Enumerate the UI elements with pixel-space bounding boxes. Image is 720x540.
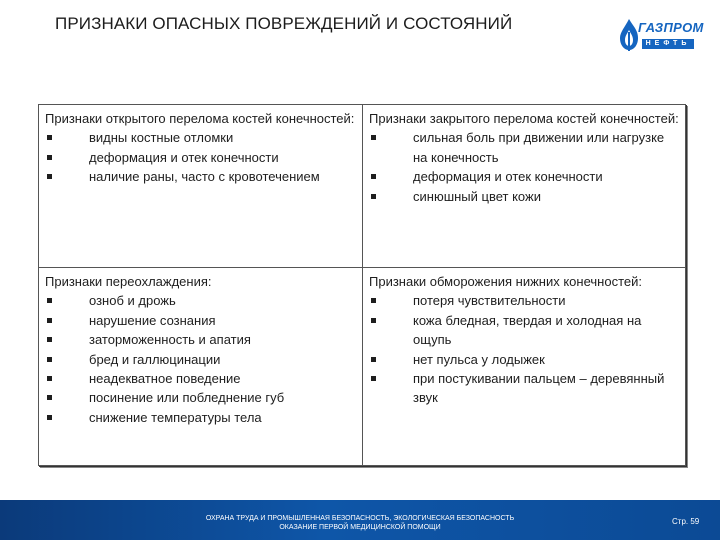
list-item: кожа бледная, твердая и холодная на ощупь (369, 311, 681, 350)
signs-table (38, 104, 686, 466)
list-item: при постукивании пальцем – деревянный звук (369, 369, 681, 408)
bullet-icon (47, 337, 52, 342)
list-item: потеря чувствительности (369, 291, 681, 310)
bullet-icon (47, 376, 52, 381)
bullet-icon (371, 376, 376, 381)
flame-icon (618, 18, 640, 52)
list-item: видны костные отломки (45, 128, 357, 147)
bullet-icon (47, 318, 52, 323)
table-divider-vertical (362, 105, 363, 465)
bullet-icon (47, 135, 52, 140)
bullet-list (369, 291, 681, 407)
list-item: деформация и отек конечности (369, 167, 681, 186)
list-item: сильная боль при движении или нагрузке на конечность (369, 128, 681, 167)
footer-line-1: ОХРАНА ТРУДА И ПРОМЫШЛЕННАЯ БЕЗОПАСНОСТЬ, ЭКОЛОГИЧЕСКАЯ БЕЗОПАСНОСТЬ (205, 515, 515, 522)
bullet-icon (47, 357, 52, 362)
list-item: наличие раны, часто с кровотечением (45, 167, 357, 186)
list-item: озноб и дрожь (45, 291, 357, 310)
bullet-icon (371, 318, 376, 323)
cell-open-fracture (45, 109, 357, 187)
bullet-icon (371, 135, 376, 140)
bullet-icon (47, 174, 52, 179)
cell-hypothermia (45, 272, 357, 427)
cell-closed-fracture (369, 109, 681, 206)
footer-caption (190, 514, 530, 532)
page-number: Стр. 59 (672, 517, 700, 526)
page-title: ПРИЗНАКИ ОПАСНЫХ ПОВРЕЖДЕНИЙ И СОСТОЯНИЙ (55, 14, 513, 33)
list-item: заторможенность и апатия (45, 330, 357, 349)
bullet-list (369, 128, 681, 206)
cell-heading: Признаки обморожения нижних конечностей: (369, 274, 642, 289)
bullet-icon (47, 395, 52, 400)
cell-heading: Признаки переохлаждения: (45, 274, 212, 289)
list-item: деформация и отек конечности (45, 148, 357, 167)
list-item: посинение или побледнение губ (45, 388, 357, 407)
bullet-list (45, 128, 357, 186)
bullet-list (45, 291, 357, 427)
bullet-icon (47, 298, 52, 303)
company-logo (618, 14, 704, 56)
list-item: бред и галлюцинации (45, 350, 357, 369)
footer-line-2: ОКАЗАНИЕ ПЕРВОЙ МЕДИЦИНСКОЙ ПОМОЩИ (279, 524, 441, 531)
list-item: нарушение сознания (45, 311, 357, 330)
table-divider-horizontal (39, 267, 685, 268)
bullet-icon (47, 155, 52, 160)
list-item: снижение температуры тела (45, 408, 357, 427)
logo-wordmark: ГАЗПРОМ (638, 20, 704, 35)
bullet-icon (371, 298, 376, 303)
list-item: неадекватное поведение (45, 369, 357, 388)
bullet-icon (371, 194, 376, 199)
bullet-icon (47, 415, 52, 420)
cell-heading: Признаки открытого перелома костей конечностей: (45, 111, 355, 126)
bullet-icon (371, 357, 376, 362)
list-item: нет пульса у лодыжек (369, 350, 681, 369)
cell-frostbite (369, 272, 681, 408)
cell-heading: Признаки закрытого перелома костей конечностей: (369, 111, 679, 126)
bullet-icon (371, 174, 376, 179)
list-item: синюшный цвет кожи (369, 187, 681, 206)
logo-subtitle: НЕФТЬ (642, 39, 694, 49)
